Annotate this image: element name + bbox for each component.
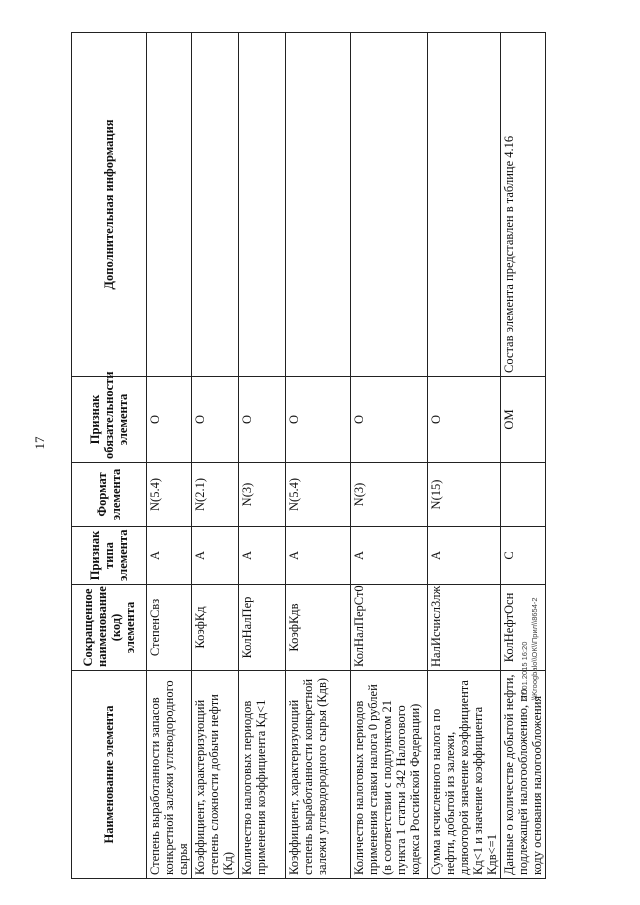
footer-file-path: \\Kroogbalo\\ОК\\Прил\\8654-2 <box>530 597 539 700</box>
header-additional-info: Дополнительная информация <box>72 33 147 377</box>
cell-name: Количество налоговых периодов применения ставки налога 0 рублей (в соответствии с подпунктом 21 пункта 1 статьи 342 Налогового кодекса Российской Федерации) <box>351 671 428 879</box>
cell-obligation: ОМ <box>501 377 546 463</box>
cell-code: КолНефтОсн <box>501 585 546 671</box>
header-element-type: Признак типа элемента <box>72 527 147 585</box>
cell-obligation: О <box>147 377 192 463</box>
cell-format: N(3) <box>351 463 428 527</box>
cell-format: N(5.4) <box>286 463 351 527</box>
page-number: 17 <box>32 436 47 450</box>
table-row <box>501 33 546 879</box>
cell-obligation: О <box>351 377 428 463</box>
cell-code: СтепенСвз <box>147 585 192 671</box>
cell-code: КоэфКдв <box>286 585 351 671</box>
table-row <box>147 33 192 879</box>
cell-type: А <box>428 527 501 585</box>
element-spec-table <box>71 32 546 879</box>
cell-obligation: О <box>192 377 239 463</box>
cell-format: N(5.4) <box>147 463 192 527</box>
cell-type: А <box>192 527 239 585</box>
cell-format: N(15) <box>428 463 501 527</box>
footer-timestamp: 27.01.2015 16:20 <box>520 641 529 700</box>
cell-obligation: О <box>239 377 286 463</box>
cell-info <box>192 33 239 377</box>
header-element-obligation: Признак обязательности элемента <box>72 377 147 463</box>
cell-type: А <box>286 527 351 585</box>
table-row <box>351 33 428 879</box>
cell-type: С <box>501 527 546 585</box>
table-row <box>239 33 286 879</box>
table-header-row <box>72 33 147 879</box>
cell-code: КолНалПер <box>239 585 286 671</box>
cell-code: НалИсчисл3лж <box>428 585 501 671</box>
cell-info <box>351 33 428 377</box>
cell-type: А <box>147 527 192 585</box>
cell-obligation: О <box>428 377 501 463</box>
cell-name: Коэффициент, характеризующий степень выработанности конкретной залежи углеводородного сырья (Кдв) <box>286 671 351 879</box>
cell-type: А <box>239 527 286 585</box>
cell-name: Степень выработанности запасов конкретной залежи углеводородного сырья <box>147 671 192 879</box>
cell-info <box>147 33 192 377</box>
cell-info: Состав элемента представлен в таблице 4.16 <box>501 33 546 377</box>
cell-format: N(3) <box>239 463 286 527</box>
cell-code: КолНалПерСт0 <box>351 585 428 671</box>
cell-type: А <box>351 527 428 585</box>
header-element-format: Формат элемента <box>72 463 147 527</box>
cell-info <box>428 33 501 377</box>
cell-obligation: О <box>286 377 351 463</box>
table-row <box>192 33 239 879</box>
cell-format: N(2.1) <box>192 463 239 527</box>
cell-name: Количество налоговых периодов применения коэффициента Кд<1 <box>239 671 286 879</box>
cell-info <box>286 33 351 377</box>
header-element-name: Наименование элемента <box>72 671 147 879</box>
cell-name: Данные о количестве добытой нефти, подлежащей налогообложению, по коду основания налогообложения <box>501 671 546 879</box>
table-row <box>286 33 351 879</box>
cell-info <box>239 33 286 377</box>
table-row <box>428 33 501 879</box>
cell-name: Сумма исчисленного налога по нефти, добытой из залежи, дляюоторой значение коэффициента Кд<1 и значение коэффициента Кдв<=1 <box>428 671 501 879</box>
cell-code: КоэфКд <box>192 585 239 671</box>
document-footer-stamp <box>520 500 554 700</box>
cell-name: Коэффициент, характеризующий степень сложности добычи нефти (Кд) <box>192 671 239 879</box>
header-element-code: Сокращенное наименование (код) элемента <box>72 585 147 671</box>
